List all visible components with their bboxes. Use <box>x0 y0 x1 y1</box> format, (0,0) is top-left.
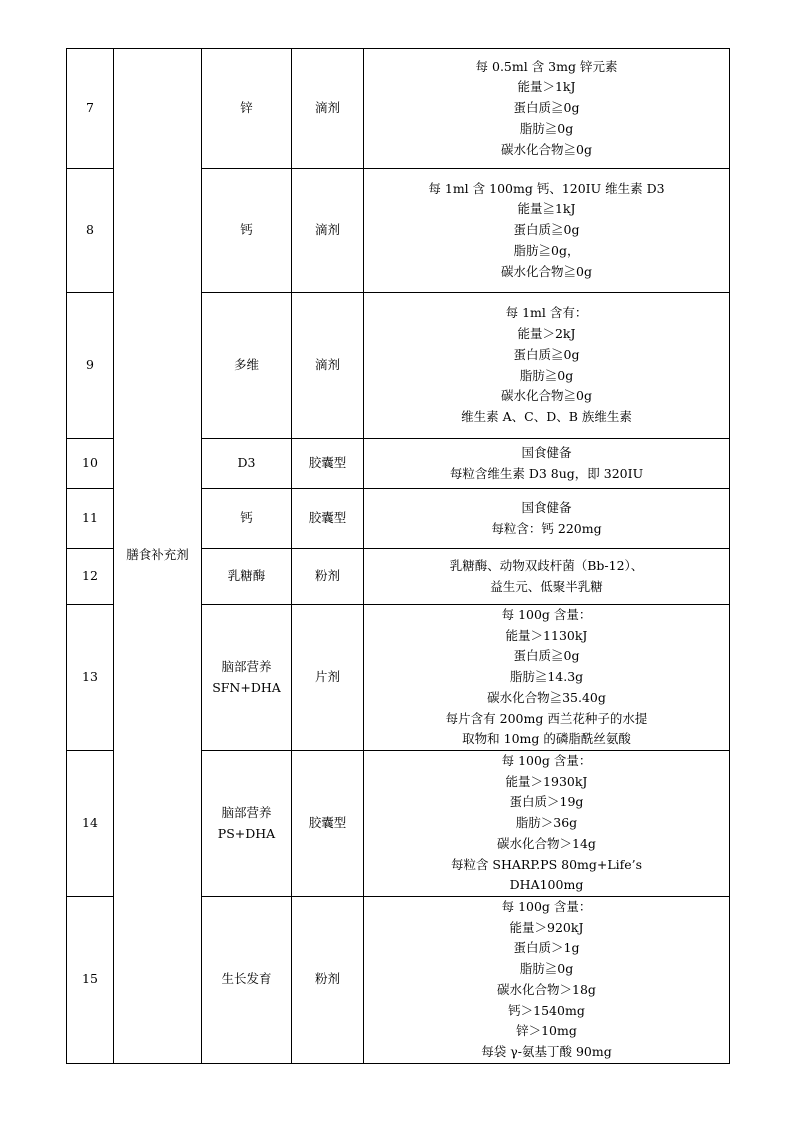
product-name-line: 锌 <box>240 100 253 116</box>
specification-line: 每粒含维生素 D3 8ug，即 320IU <box>449 465 644 481</box>
specification-line: 能量＞1930kJ <box>505 773 588 789</box>
product-name-cell <box>202 489 292 549</box>
product-name-cell <box>202 49 292 169</box>
specification-line: 蛋白质≧0g <box>513 648 580 664</box>
dosage-form-cell: 胶囊型 <box>292 489 364 549</box>
product-name-line: SFN+DHA <box>212 679 281 695</box>
specification-line: 蛋白质＞1g <box>513 940 580 956</box>
specification-cell <box>364 293 730 439</box>
specification-line: 能量＞2kJ <box>517 326 576 342</box>
row-number: 12 <box>67 549 114 605</box>
specification-line: 每 100g 含量： <box>501 753 592 769</box>
specification-line: 脂肪≧0g， <box>513 242 580 258</box>
specification-line: 蛋白质≧0g <box>513 100 580 116</box>
row-number: 7 <box>67 49 114 169</box>
specification-cell <box>364 605 730 751</box>
specification-line: 每袋 γ-氨基丁酸 90mg <box>481 1043 612 1059</box>
dosage-form-cell: 滴剂 <box>292 169 364 293</box>
product-name-line: 乳糖酶 <box>227 568 266 584</box>
specification-line: 碳水化合物＞18g <box>497 981 596 997</box>
dosage-form-cell: 滴剂 <box>292 49 364 169</box>
specification-cell <box>364 49 730 169</box>
specification-line: 每 1ml 含 100mg 钙、120IU 维生素 D3 <box>428 180 665 196</box>
specification-line: 每片含有 200mg 西兰花种子的水提 <box>445 710 648 726</box>
specification-line: 蛋白质≧0g <box>513 222 580 238</box>
product-name-cell <box>202 751 292 897</box>
product-name-line: PS+DHA <box>217 825 276 841</box>
specification-line: 碳水化合物≧35.40g <box>487 689 606 705</box>
specification-line: 能量≧1kJ <box>517 201 576 217</box>
product-name-line: 钙 <box>240 510 253 526</box>
specification-line: 脂肪≧0g <box>519 367 574 383</box>
specification-line: 维生素 A、C、D、B 族维生素 <box>461 408 632 424</box>
specification-line: 益生元、低聚半乳糖 <box>490 578 603 594</box>
specification-line: 脂肪＞36g <box>515 815 578 831</box>
specification-line: 每 100g 含量： <box>501 607 592 623</box>
product-name-line: 钙 <box>240 222 253 238</box>
specification-cell <box>364 751 730 897</box>
dosage-form-cell: 粉剂 <box>292 549 364 605</box>
specification-line: 国食健备 <box>521 444 572 460</box>
product-name-line: 生长发育 <box>221 971 272 987</box>
specification-line: 每粒含 SHARP.PS 80mg+Life’s <box>450 856 643 872</box>
specification-line: 钙＞1540mg <box>508 1002 585 1018</box>
row-number: 14 <box>67 751 114 897</box>
dosage-form-cell: 胶囊型 <box>292 751 364 897</box>
specification-line: 每 0.5ml 含 3mg 锌元素 <box>475 58 618 74</box>
product-name-cell <box>202 549 292 605</box>
specification-cell <box>364 489 730 549</box>
product-name-cell <box>202 169 292 293</box>
product-name-cell <box>202 293 292 439</box>
row-number: 10 <box>67 439 114 489</box>
specification-line: 每粒含：钙 220mg <box>491 520 602 536</box>
table-body <box>67 49 730 1064</box>
specification-cell <box>364 439 730 489</box>
row-number: 9 <box>67 293 114 439</box>
row-number: 11 <box>67 489 114 549</box>
row-number: 13 <box>67 605 114 751</box>
product-name-cell <box>202 439 292 489</box>
specification-line: 能量＞1130kJ <box>505 627 588 643</box>
product-name-line: 脑部营养 <box>221 804 272 820</box>
supplement-spec-table <box>66 48 730 1064</box>
specification-line: 国食健备 <box>521 499 572 515</box>
dosage-form-cell: 滴剂 <box>292 293 364 439</box>
specification-line: 碳水化合物≧0g <box>501 141 592 157</box>
dosage-form-cell: 粉剂 <box>292 897 364 1064</box>
specification-line: 每 100g 含量： <box>501 899 592 914</box>
product-name-cell <box>202 605 292 751</box>
specification-line: 取物和 10mg 的磷脂酰丝氨酸 <box>462 731 631 747</box>
specification-line: 碳水化合物≧0g <box>501 263 592 279</box>
specification-line: 蛋白质≧0g <box>513 346 580 362</box>
specification-line: 碳水化合物＞14g <box>497 835 596 851</box>
category-cell: 膳食补充剂 <box>114 49 202 1064</box>
dosage-form-cell: 胶囊型 <box>292 439 364 489</box>
specification-cell <box>364 169 730 293</box>
table-row <box>67 49 730 169</box>
specification-line: 每 1ml 含有： <box>505 305 588 321</box>
product-name-cell <box>202 897 292 1064</box>
product-name-line: D3 <box>237 455 256 471</box>
product-name-line: 多维 <box>233 357 259 373</box>
specification-line: 能量＞920kJ <box>509 919 584 935</box>
row-number: 15 <box>67 897 114 1064</box>
specification-line: 脂肪≧0g <box>519 120 574 136</box>
specification-line: 碳水化合物≧0g <box>501 388 592 404</box>
specification-line: 脂肪≧0g <box>519 961 574 977</box>
specification-line: 锌＞10mg <box>516 1023 577 1039</box>
product-name-line: 脑部营养 <box>221 658 272 674</box>
specification-line: 脂肪≧14.3g <box>509 669 584 685</box>
specification-line: 蛋白质＞19g <box>509 794 584 810</box>
specification-line: DHA100mg <box>509 877 584 893</box>
dosage-form-cell: 片剂 <box>292 605 364 751</box>
specification-cell <box>364 897 730 1064</box>
specification-line: 乳糖酶、动物双歧杆菌（Bb-12）、 <box>449 557 644 573</box>
specification-cell <box>364 549 730 605</box>
row-number: 8 <box>67 169 114 293</box>
specification-line: 能量＞1kJ <box>517 79 576 95</box>
